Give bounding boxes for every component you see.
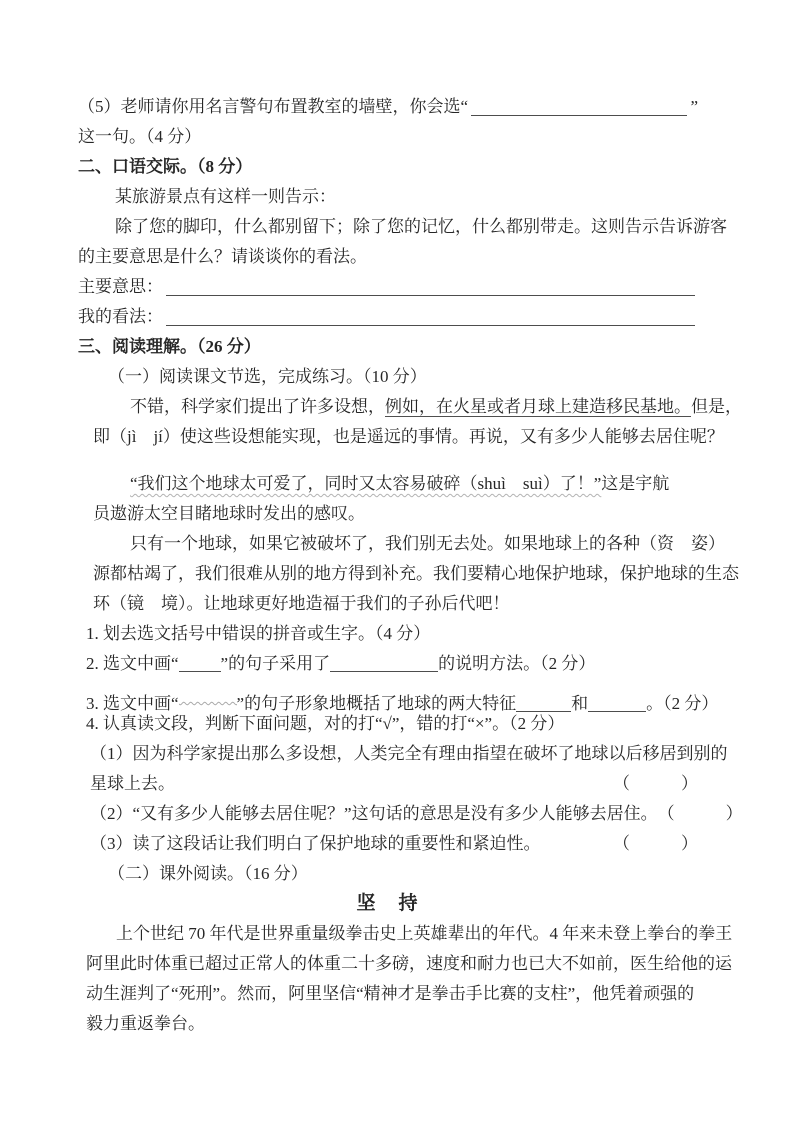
passage1-para3-line1: 只有一个地球，如果它被破坏了，我们别无去处。如果地球上的各种（资 姿）: [130, 534, 725, 553]
question-3-answer-blank-2: [588, 697, 646, 712]
judge-item-2-text: （2）“又有多少人能够去居住呢？”这句话的意思是没有多少人能够去居住。: [90, 804, 658, 823]
judge-item-3-answer-brackets: （ ）: [613, 834, 698, 853]
reading-question-2: [78, 649, 698, 679]
question-3-text: 。（2 分）: [646, 694, 719, 713]
passage1-text: 这是宇航: [601, 474, 670, 493]
judge-item-1-text: 星球上去。: [90, 774, 175, 793]
judge-item-3-text: （3）读了这段话让我们明白了保护地球的重要性和紧迫性。: [90, 834, 541, 853]
main-idea-label: 主要意思：: [78, 277, 163, 296]
passage1-wavy-underlined-sentence: “我们这个地球太可爱了，同时又太容易破碎（shuì suì）了！”: [130, 474, 602, 493]
question-5-answer-blank: [471, 92, 687, 122]
judge-item-1-line-2: [78, 769, 698, 799]
main-idea-answer-blank: [166, 272, 695, 302]
question-2-text: 2. 选文中画“: [86, 654, 179, 673]
section-3-heading: 三、阅读理解。（26 分）: [78, 337, 261, 356]
judge-item-2-line: [78, 799, 743, 829]
passage2-line-2: 阿里此时体重已超过正常人的体重二十多磅，速度和耐力也已大不如前，医生给他的运: [86, 954, 732, 973]
reading-question-3: [78, 679, 719, 713]
part-2-heading: （二）课外阅读。（16 分）: [108, 864, 308, 883]
passage1-text: 但是，: [691, 397, 742, 416]
passage2-title: 坚 持: [356, 893, 420, 914]
question-2-text: 的说明方法。（2 分）: [438, 654, 596, 673]
passage1-para3-line3: 环（镜 境）。让地球更好地造福于我们的子孙后代吧！: [93, 594, 510, 613]
passage1-para2-line2: 员遨游太空目睹地球时发出的感叹。: [93, 504, 365, 523]
oral-intro: 某旅游景点有这样一则告示：: [115, 187, 336, 206]
my-view-answer-blank: [166, 302, 695, 332]
judge-item-3-line: [78, 829, 698, 859]
question-2-text: ”的句子采用了: [220, 654, 331, 673]
judge-item-2-answer-brackets: （ ）: [657, 804, 743, 823]
notice-text-line-2: 的主要意思是什么？请谈谈你的看法。: [78, 247, 367, 266]
my-view-answer-line: [78, 302, 698, 332]
my-view-label: 我的看法：: [78, 307, 163, 326]
passage2-line-1: 上个世纪 70 年代是世界重量级拳击史上英雄辈出的年代。4 年来未登上拳台的拳王: [116, 924, 733, 943]
passage1-para3-line2: 源都枯竭了，我们很难从别的地方得到补充。我们要精心地保护地球，保护地球的生态: [93, 564, 739, 583]
passage1-para2-line1: [78, 469, 698, 499]
part-1-heading: （一）阅读课文节选，完成练习。（10 分）: [108, 367, 427, 386]
main-idea-answer-line: [78, 272, 698, 302]
question-3-text: 和: [571, 694, 589, 713]
question-5-close-quote: ”: [690, 97, 698, 116]
question-2-answer-blank: [330, 657, 438, 672]
question-5-text: （5）老师请你用名言警句布置教室的墙壁，你会选“: [78, 97, 469, 116]
judge-item-1-line-1: （1）因为科学家提出那么多设想，人类完全有理由指望在破坏了地球以后移居到别的: [90, 744, 728, 763]
question-2-line-mark-blank: [179, 657, 221, 672]
passage2-line-4: 毅力重返拳台。: [86, 1014, 205, 1033]
question-5-line-1: [78, 92, 698, 122]
judge-item-1-answer-brackets: （ ）: [613, 774, 698, 793]
passage1-text: 不错，科学家们提出了许多设想，: [130, 397, 385, 416]
reading-question-4: 4. 认真读文段，判断下面问题，对的打“√”，错的打“×”。（2 分）: [86, 714, 565, 733]
passage2-line-3: 动生涯判了“死刑”。然而，阿里坚信“精神才是拳击手比赛的支柱”，他凭着顽强的: [86, 984, 695, 1003]
reading-question-1: 1. 划去选文括号中错误的拼音或生字。（4 分）: [86, 624, 431, 643]
question-3-wavy-mark-blank: [179, 679, 237, 709]
section-2-heading: 二、口语交际。（8 分）: [78, 157, 253, 176]
question-5-line-2: 这一句。（4 分）: [78, 127, 202, 146]
question-3-text: ”的句子形象地概括了地球的两大特征: [236, 694, 517, 713]
notice-text-line-1: 除了您的脚印，什么都别留下；除了您的记忆，什么都别带走。这则告示告诉游客: [115, 217, 727, 236]
question-3-text: 3. 选文中画“: [86, 694, 179, 713]
passage1-para1-line2: 即（jì jí）使这些设想能实现，也是遥远的事情。再说，又有多少人能够去居住呢？: [93, 427, 724, 446]
passage1-para1-line1: [78, 392, 742, 422]
passage1-underlined-sentence: 例如，在火星或者月球上建造移民基地。: [385, 397, 691, 416]
